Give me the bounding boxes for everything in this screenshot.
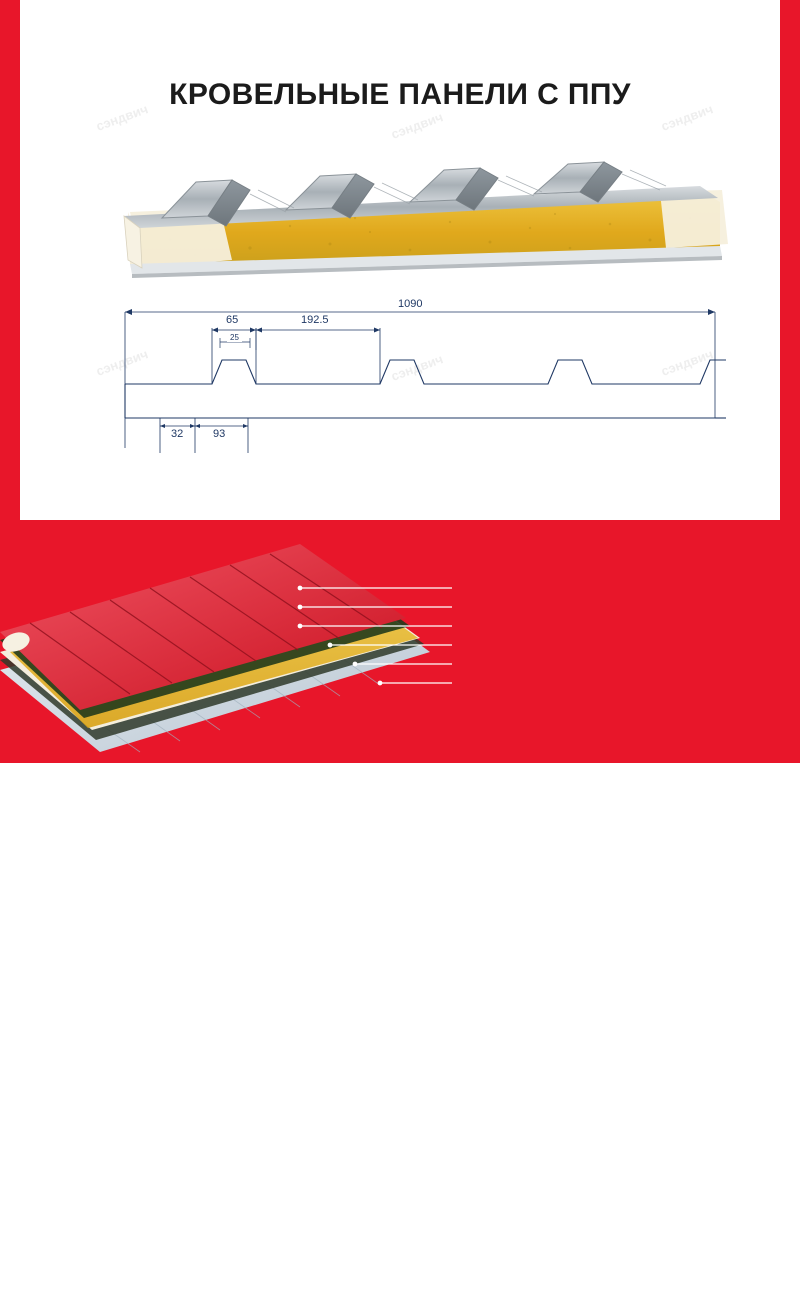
watermark: сэндвич: [389, 109, 445, 142]
composition-item: 4. Двухкомпонентный пенополиуретан: [510, 1210, 716, 1222]
composition-item: 5. Двухкомпонентный клей: [510, 1236, 654, 1248]
composition-item: 2. Двухкомпонентный клей: [510, 1158, 654, 1170]
layer-number: 6: [456, 1195, 463, 1209]
composition-list: [510, 1082, 790, 1303]
panel-illustration: [100, 160, 740, 290]
dim-25: 25: [227, 333, 242, 342]
dim-32: 32: [168, 428, 186, 440]
watermark: сэндвич: [659, 346, 715, 379]
layer-number: 3: [456, 1138, 463, 1152]
watermark: сэндвич: [659, 101, 715, 134]
layer-number-list: [456, 1098, 480, 1212]
composition-item: 6. Нижняя облицовка: [510, 1262, 624, 1274]
page-title: КРОВЕЛЬНЫЕ ПАНЕЛИ С ППУ: [169, 78, 631, 111]
dim-1090: 1090: [395, 298, 425, 310]
layer-number: 5: [456, 1176, 463, 1190]
dim-93: 93: [210, 428, 228, 440]
dim-192-5: 192.5: [298, 314, 332, 326]
composition-item-sub: (оцинкованная полимерная сталь): [510, 1132, 695, 1144]
layer-number: 4: [456, 1157, 463, 1171]
layer-number: 1: [456, 1100, 463, 1114]
composition-item: 1. Верхняя облицовка: [510, 1115, 628, 1127]
composition-item: 3. Конструкционные ламели каменной ваты: [510, 1184, 744, 1196]
composition-section: [0, 520, 800, 1291]
dim-65: 65: [223, 314, 241, 326]
composition-item-sub: (оцинкованная полимерная сталь): [510, 1279, 695, 1291]
layer-number: 2: [456, 1119, 463, 1133]
watermark: сэндвич: [94, 346, 150, 379]
watermark: сэндвич: [94, 101, 150, 134]
dimension-drawing: [100, 298, 730, 473]
watermark: сэндвич: [389, 351, 445, 384]
composition-heading: Состав: [510, 1082, 564, 1099]
